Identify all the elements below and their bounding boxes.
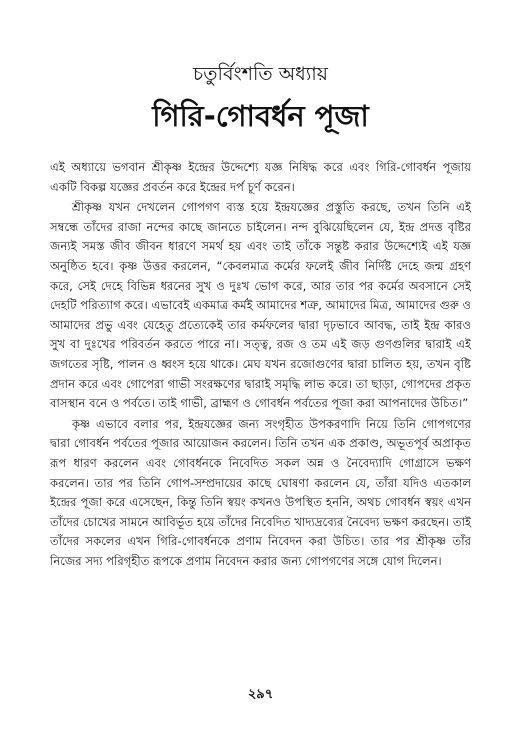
page-title: গিরি-গোবর্ধন পূজা <box>152 99 369 133</box>
page-number: ২৯৭ <box>247 687 274 702</box>
paragraph-intro: এই অধ্যায়ে ভগবান শ্রীকৃষ্ণ ইন্দ্রের উদ্দেশ্যে যজ্ঞ নিষিদ্ধ করে এবং গিরি-গোবর্ধন পূজায় একটি বিকল্প যজ্ঞের প্রবর্তন করে ইন্দ্রের দর্প চূর্ণ করেন। <box>50 160 471 194</box>
paragraph-krishna-speech: শ্রীকৃষ্ণ যখন দেখলেন গোপগণ ব্যস্ত হয়ে ইন্দ্রযজ্ঞের প্রস্তুতি করছে, তখন তিনি এই সম্বন্ধে তাঁদের রাজা নন্দের কাছে জানতে চাইলেন। নন্দ বুঝিয়েছিলেন যে, ইন্দ্র প্রদত্ত বৃষ্টির জন্যই সমস্ত জীব জীবন ধারণে সমর্থ হয় এবং তাই তাঁকে সন্তুষ্ট করার উদ্দেশ্যেই এই যজ্ঞ অনুষ্ঠিত হবে। কৃষ্ণ উত্তর করলেন, “কেবলমাত্র কর্মের ফলেই জীব নির্দিষ্ট দেহে জন্ম গ্রহণ করে, সেই দেহে বিভিন্ন ধরনের সুখ ও দুঃখ ভোগ করে, আর তার পর কর্মের অবসানে সেই দেহটি পরিত্যাগ করে। এভাবেই একমাত্র কর্মই আমাদের শত্রু, আমাদের মিত্র, আমাদের গুরু ও আমাদের প্রভু এবং যেহেতু প্রত্যেকেই তার কর্মফলের দ্বারা দৃঢ়ভাবে আবদ্ধ, তাই ইন্দ্র কারও সুখ বা দুঃখের পরিবর্তন করতে পারে না। সত্ত্ব, রজ ও তম এই জড় গুণগুলির দ্বারাই এই জগতের সৃষ্টি, পালন ও ধ্বংস হয়ে থাকে। মেঘ যখন রজোগুণের দ্বারা চালিত হয়, তখন বৃষ্টি প্রদান করে এবং গোপেরা গাভী সংরক্ষণের দ্বারাই সমৃদ্ধি লাভ করে। তা ছাড়া, গোপদের প্রকৃত বাসস্থান বনে ও পর্বতে। তাই গাভী, ব্রাহ্মণ ও গোবর্ধন পর্বতের পূজা করা আপনাদের উচিত।” <box>50 200 471 411</box>
chapter-heading: চতুর্বিংশতি অধ্যায় <box>193 63 328 85</box>
body-text <box>50 158 471 572</box>
paragraph-govardhan-worship: কৃষ্ণ এভাবে বলার পর, ইন্দ্রযজ্ঞের জন্য সংগৃহীত উপকরণাদি নিয়ে তিনি গোপগণের দ্বারা গোবর্ধন পর্বতের পূজার আয়োজন করলেন। তিনি তখন এক প্রকাণ্ড, অভূতপূর্ব অপ্রাকৃত রূপ ধারণ করলেন এবং গোবর্ধনকে নিবেদিত সকল অন্ন ও নৈবেদ্যাদি গোগ্রাসে ভক্ষণ করলেন। তার পর তিনি গোপ-সম্প্রদায়ের কাছে ঘোষণা করলেন যে, তাঁরা যদিও এতকাল ইন্দ্রের পূজা করে এসেছেন, কিন্তু তিনি স্বয়ং কখনও উপস্থিত হননি, অথচ গোবর্ধন স্বয়ং এখন তাঁদের চোখের সামনে আবির্ভূত হয়ে তাঁদের নিবেদিত খাদ্যদ্রব্যের নৈবেদ্য ভক্ষণ করছেন। তাই তাঁদের সকলের এখন গিরি-গোবর্ধনকে প্রণাম নিবেদন করা উচিত। তার পর শ্রীকৃষ্ণ তাঁর নিজের সদ্য পরিগৃহীত রূপকে প্রণাম নিবেদন করার জন্য গোপগণের সঙ্গে যোগ দিলেন। <box>50 416 471 568</box>
